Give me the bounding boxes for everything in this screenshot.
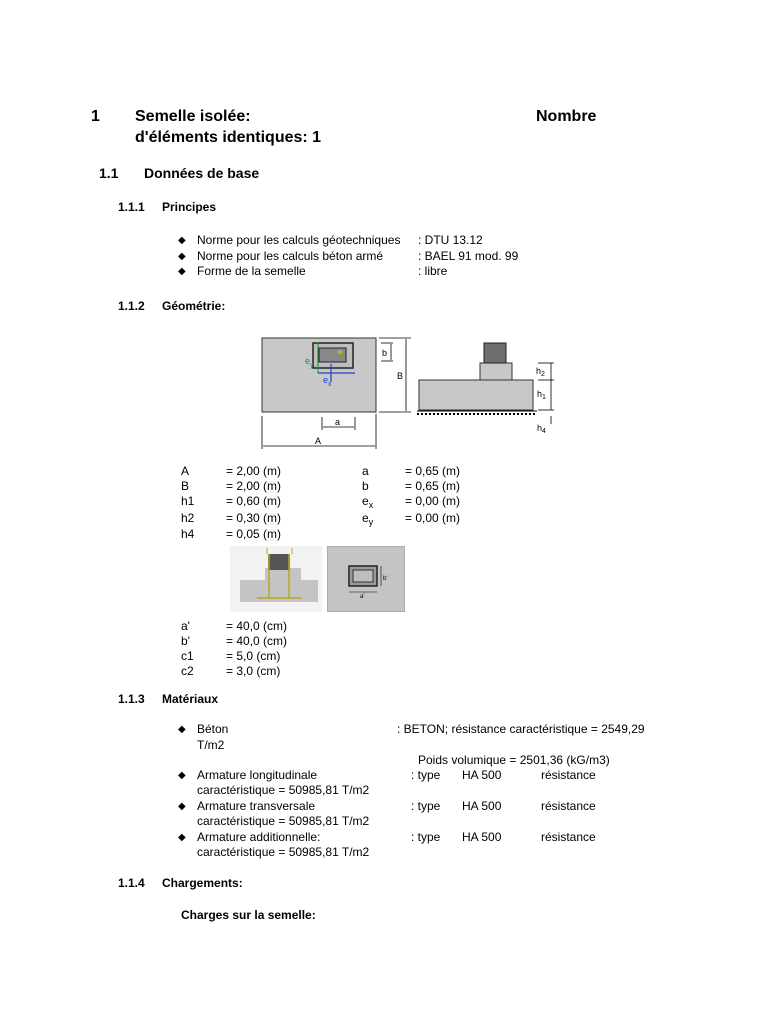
column-value: = 3,0 (cm)	[226, 664, 281, 678]
section-1-1-1-number: 1.1.1	[118, 200, 145, 214]
charges-heading: Charges sur la semelle:	[181, 908, 316, 922]
steel-resistance: résistance	[541, 799, 596, 813]
column-value: = 40,0 (cm)	[226, 634, 288, 648]
geom-value: = 0,60 (m)	[226, 494, 282, 508]
steel-label: Armature additionnelle:	[197, 830, 321, 844]
geom-label: B	[181, 479, 190, 493]
bullet-diamond-icon: ◆	[178, 832, 186, 843]
section-1-title-right: Nombre	[536, 108, 597, 125]
bullet-diamond-icon: ◆	[178, 251, 186, 262]
column-label: a'	[181, 619, 190, 633]
bullet-diamond-icon: ◆	[178, 770, 186, 781]
section-1-1-number: 1.1	[99, 165, 119, 181]
ey-label: $e_y$	[305, 356, 314, 369]
column-reinforcement-section-diagram	[230, 546, 322, 612]
a-label: a	[335, 417, 341, 427]
section-1-1-1-title: Principes	[162, 200, 217, 214]
steel-label: Armature transversale	[197, 799, 316, 813]
section-1-title-line1: Semelle isolée:	[135, 108, 251, 125]
steel-type: : type	[411, 768, 441, 782]
footing-geometry-diagram	[255, 334, 565, 452]
geom-label: h2	[181, 511, 195, 525]
material-value: : BETON; résistance caractéristique = 2549,29	[397, 722, 645, 736]
steel-grade: HA 500	[462, 768, 502, 782]
bullet-diamond-icon: ◆	[178, 801, 186, 812]
column-value: = 40,0 (cm)	[226, 619, 288, 633]
steel-characteristic: caractéristique = 50985,81 T/m2	[197, 845, 370, 859]
geom-label: $e_x$	[362, 494, 374, 510]
principle-value: : libre	[418, 264, 448, 278]
geom-label: h4	[181, 527, 195, 541]
material-label: Béton	[197, 722, 229, 736]
geom-value: = 0,65 (m)	[405, 464, 461, 478]
column-label: b'	[181, 634, 190, 648]
section-1-1-3-title: Matériaux	[162, 692, 219, 706]
principle-label: Forme de la semelle	[197, 264, 306, 278]
geom-label: a	[362, 464, 369, 478]
geom-label: h1	[181, 494, 195, 508]
section-1-1-title: Données de base	[144, 165, 260, 181]
section-1-1-4-number: 1.1.4	[118, 876, 145, 890]
b-label: b	[382, 348, 388, 358]
principle-value: : DTU 13.12	[418, 233, 483, 247]
material-weight: Poids volumique = 2501,36 (kG/m3)	[418, 753, 610, 767]
principle-label: Norme pour les calculs géotechniques	[197, 233, 401, 247]
steel-characteristic: caractéristique = 50985,81 T/m2	[197, 814, 370, 828]
steel-resistance: résistance	[541, 768, 596, 782]
bullet-diamond-icon: ◆	[178, 266, 186, 277]
h1-label: $h_1$	[537, 389, 546, 401]
h4-label: $h_4$	[537, 423, 546, 435]
section-1-1-3-number: 1.1.3	[118, 692, 145, 706]
section-1-1-2-title: Géométrie:	[162, 299, 226, 313]
geom-label: A	[181, 464, 190, 478]
column-value: = 5,0 (cm)	[226, 649, 281, 663]
geom-value: = 0,00 (m)	[405, 494, 461, 508]
steel-grade: HA 500	[462, 799, 502, 813]
geom-value: = 0,65 (m)	[405, 479, 461, 493]
principle-value: : BAEL 91 mod. 99	[418, 249, 519, 263]
principle-label: Norme pour les calculs béton armé	[197, 249, 384, 263]
section-1-1-2-number: 1.1.2	[118, 299, 145, 313]
steel-grade: HA 500	[462, 830, 502, 844]
ex-label: $e_x$	[323, 375, 332, 388]
h2-label: $h_2$	[536, 366, 545, 378]
material-unit: T/m2	[197, 738, 225, 752]
geom-value: = 0,00 (m)	[405, 511, 461, 525]
steel-characteristic: caractéristique = 50985,81 T/m2	[197, 783, 370, 797]
steel-label: Armature longitudinale	[197, 768, 318, 782]
A-label: A	[315, 436, 322, 446]
steel-type: : type	[411, 799, 441, 813]
geom-value: = 0,30 (m)	[226, 511, 282, 525]
bprime-label: b'	[383, 576, 388, 582]
section-1-1-4-title: Chargements:	[162, 876, 243, 890]
geom-value: = 2,00 (m)	[226, 464, 282, 478]
geom-value: = 2,00 (m)	[226, 479, 282, 493]
aprime-label: a'	[360, 594, 365, 600]
section-1-title-line2: d'éléments identiques: 1	[135, 129, 322, 146]
steel-resistance: résistance	[541, 830, 596, 844]
geom-value: = 0,05 (m)	[226, 527, 282, 541]
bullet-diamond-icon: ◆	[178, 724, 186, 735]
column-label: c1	[181, 649, 194, 663]
geom-label: b	[362, 479, 369, 493]
column-label: c2	[181, 664, 194, 678]
B-label: B	[397, 371, 404, 381]
section-1-number: 1	[91, 108, 100, 125]
bullet-diamond-icon: ◆	[178, 235, 186, 246]
steel-type: : type	[411, 830, 441, 844]
column-plan-diagram	[327, 546, 405, 612]
geom-label: $e_y$	[362, 511, 374, 527]
